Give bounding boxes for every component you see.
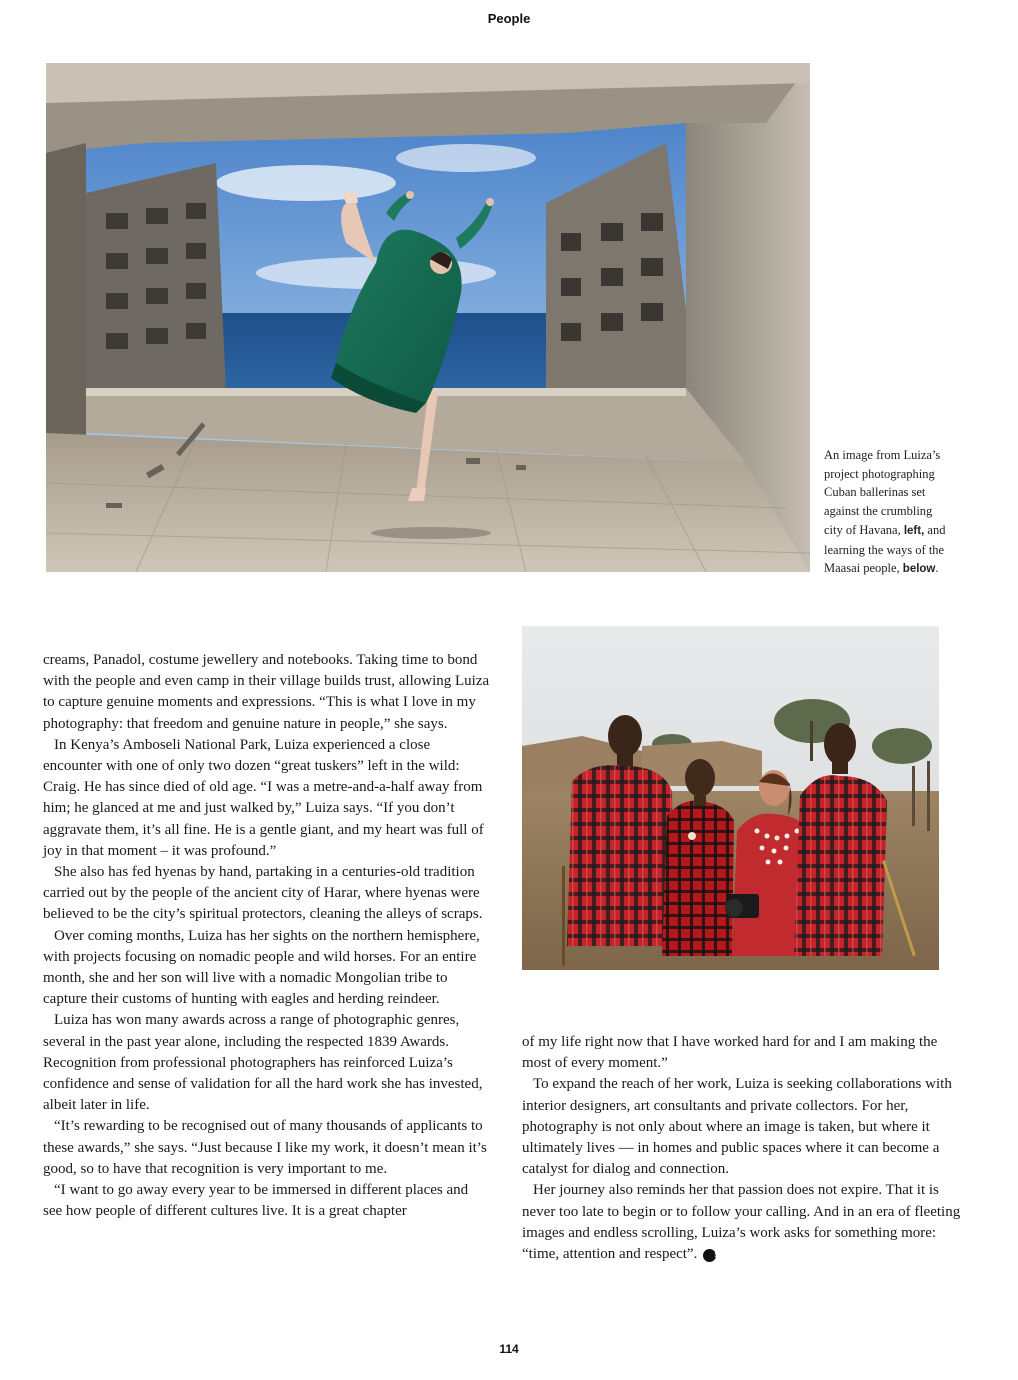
caption-line <box>824 559 994 579</box>
caption-text: Maasai people, <box>824 561 903 576</box>
article-paragraph: “I want to go away every year to be immersed in different places and see how people of different cultures live. It is a great chapter <box>43 1182 469 1220</box>
article-paragraph: creams, Panadol, costume jewellery and notebooks. Taking time to bond with the people and even camp in their village builds trust, allowing Luiza to capture genuine moments and expressions. “This is what I love in my photography: that freedom and genuine nature in people,” she says. <box>43 652 490 732</box>
caption-direction-below: below <box>902 563 936 576</box>
article-paragraph: She also has fed hyenas by hand, partaking in a centuries-old tradition carried out by the people of the ancient city of Harar, where hyenas were believed to be the city’s spiritual protectors, cleaning the alleys of scraps. <box>43 864 483 923</box>
page-number: 114 <box>499 1342 519 1356</box>
article-paragraph: “It’s rewarding to be recognised out of many thousands of applicants to these awards,” she says. “Just because I like my work, it doesn’t mean it’s good, so to have that recognition is very important to me. <box>43 1118 487 1177</box>
article-paragraph: Luiza has won many awards across a range of photographic genres, several in the past year alone, including the respected 1839 Awards. Recognition from professional photographers has reinforced Luiza’s confidence and sense of validation for all the hard work she has invested, albeit later in life. <box>43 1012 483 1114</box>
photo-caption <box>824 446 994 579</box>
caption-line <box>824 521 994 541</box>
caption-line: Cuban ballerinas set <box>824 485 926 500</box>
article-paragraph <box>522 1180 970 1265</box>
article-paragraph: Over coming months, Luiza has her sights on the northern hemisphere, with projects focusing on nomadic people and wild horses. For an entire month, she and her son will live with a nomadic Mongolian tribe to capture their customs of hunting with eagles and herding reindeer. <box>43 927 480 1008</box>
article-paragraph: of my life right now that I have worked hard for and I am making the most of every moment.” <box>522 1034 938 1072</box>
article-column-right <box>522 1032 970 1265</box>
caption-text: and <box>924 522 946 537</box>
article-paragraph: In Kenya’s Amboseli National Park, Luiza experienced a close encounter with one of only two dozen “great tuskers” left in the wild: Craig. He has since died of old age. “I was a metre-and-a-half away from him; he glanced at me and just walked by,” Luiza says. “If you don’t aggravate them, it’s all fine. He is a gentle giant, and my heart was full of joy in that moment – it was profound.” <box>43 736 484 859</box>
article-column-left <box>43 650 491 1222</box>
caption-line: against the crumbling <box>824 504 933 519</box>
ballerina-photo <box>46 63 810 572</box>
maasai-photo <box>522 626 939 970</box>
caption-line: project photographing <box>824 466 935 481</box>
end-of-article-icon: SB <box>703 1249 716 1262</box>
article-paragraph: To expand the reach of her work, Luiza is seeking collaborations with interior designers, art consultants and private collectors. For her, photography is not only about where an image is taken, but where it ultimately lives — in homes and public spaces where it can become a catalyst for dialog and connection. <box>522 1076 952 1178</box>
caption-text: . <box>935 561 939 576</box>
caption-text: city of Havana, <box>824 522 904 537</box>
caption-direction-left: left, <box>903 524 925 537</box>
article-final-text: Her journey also reminds her that passion does not expire. That it is never too late to begin or to follow your calling. And in an era of fleeting images and endless scrolling, Luiza’s work asks for something more: “time, attention and respect”. <box>522 1182 961 1263</box>
caption-line: learning the ways of the <box>824 542 945 557</box>
caption-line: An image from Luiza’s <box>824 448 941 462</box>
section-label: People <box>487 11 531 26</box>
